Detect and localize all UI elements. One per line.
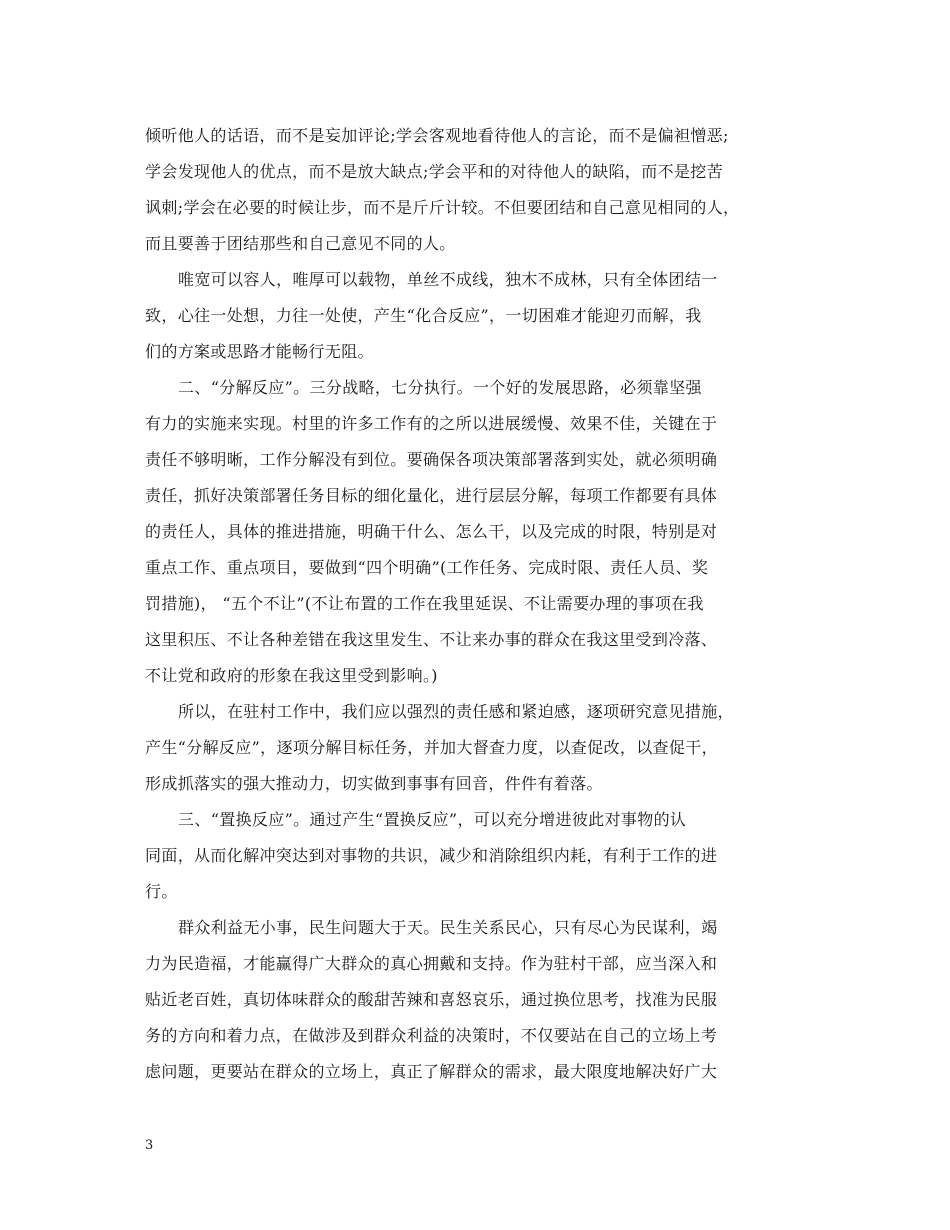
- text-line: 二、“分解反应”。三分战略，七分执行。一个好的发展思路，必须靠坚强: [178, 378, 702, 397]
- text-line: 唯宽可以容人，唯厚可以载物，单丝不成线，独木不成林，只有全体团结一: [178, 270, 718, 289]
- text-line: 贴近老百姓，真切体味群众的酸甜苦辣和喜怒哀乐，通过换位思考，找准为民服: [145, 990, 718, 1009]
- text-line: 罚措施)， “五个不让”(不让布置的工作在我里延误、不让需要办理的事项在我: [145, 594, 704, 613]
- text-line: 而且要善于团结那些和自己意见不同的人。: [145, 234, 456, 253]
- text-line: 有力的实施来实现。村里的许多工作有的之所以进展缓慢、效果不佳，关键在于: [145, 414, 718, 433]
- text-line: 三、“置换反应”。通过产生“置换反应”，可以充分增进彼此对事物的认: [178, 810, 687, 829]
- text-line: 产生“分解反应”，逐项分解目标任务，并加大督查力度，以查促改，以查促干，: [145, 738, 718, 757]
- document-body: [145, 118, 825, 1090]
- text-line: 力为民造福，才能赢得广大群众的真心拥戴和支持。作为驻村干部，应当深入和: [145, 954, 718, 973]
- paragraph-3: [145, 370, 825, 694]
- text-line: 不让党和政府的形象在我这里受到影响。): [145, 666, 438, 685]
- text-line: 这里积压、不让各种差错在我这里发生、不让来办事的群众在我这里受到冷落、: [145, 630, 718, 649]
- text-line: 虑问题，更要站在群众的立场上，真正了解群众的需求，最大限度地解决好广大: [145, 1062, 718, 1081]
- text-line: 讽刺;学会在必要的时候让步，而不是斤斤计较。不但要团结和自己意见相同的人，: [145, 198, 740, 217]
- paragraph-5: [145, 802, 825, 910]
- paragraph-4: [145, 694, 825, 802]
- text-line: 重点工作、重点项目，要做到“四个明确”(工作任务、完成时限、责任人员、奖: [145, 558, 709, 577]
- page-number: 3: [145, 1138, 154, 1153]
- text-line: 的责任人，具体的推进措施，明确干什么、怎么干，以及完成的时限，特别是对: [145, 522, 718, 541]
- text-line: 学会发现他人的优点，而不是放大缺点;学会平和的对待他人的缺陷，而不是挖苦: [145, 162, 723, 181]
- text-line: 所以，在驻村工作中，我们应以强烈的责任感和紧迫感，逐项研究意见措施，: [178, 702, 734, 721]
- text-line: 同面，从而化解冲突达到对事物的共识，减少和消除组织内耗，有利于工作的进: [145, 846, 718, 865]
- text-line: 责任不够明晰，工作分解没有到位。要确保各项决策部署落到实处，就必须明确: [145, 450, 718, 469]
- paragraph-1: [145, 118, 825, 262]
- text-line: 致，心往一处想，力往一处使，产生“化合反应”，一切困难才能迎刃而解，我: [145, 306, 702, 325]
- text-line: 责任，抓好决策部署任务目标的细化量化，进行层层分解，每项工作都要有具体: [145, 486, 718, 505]
- text-line: 形成抓落实的强大推动力，切实做到事事有回音，件件有着落。: [145, 774, 603, 793]
- text-line: 行。: [145, 882, 178, 901]
- text-line: 务的方向和着力点，在做涉及到群众利益的决策时，不仅要站在自己的立场上考: [145, 1026, 718, 1045]
- paragraph-6: [145, 910, 825, 1090]
- paragraph-2: [145, 262, 825, 370]
- text-line: 群众利益无小事，民生问题大于天。民生关系民心，只有尽心为民谋利，竭: [178, 918, 718, 937]
- text-line: 倾听他人的话语，而不是妄加评论;学会客观地看待他人的言论，而不是偏袒憎恶;: [145, 126, 729, 145]
- text-line: 们的方案或思路才能畅行无阻。: [145, 342, 374, 361]
